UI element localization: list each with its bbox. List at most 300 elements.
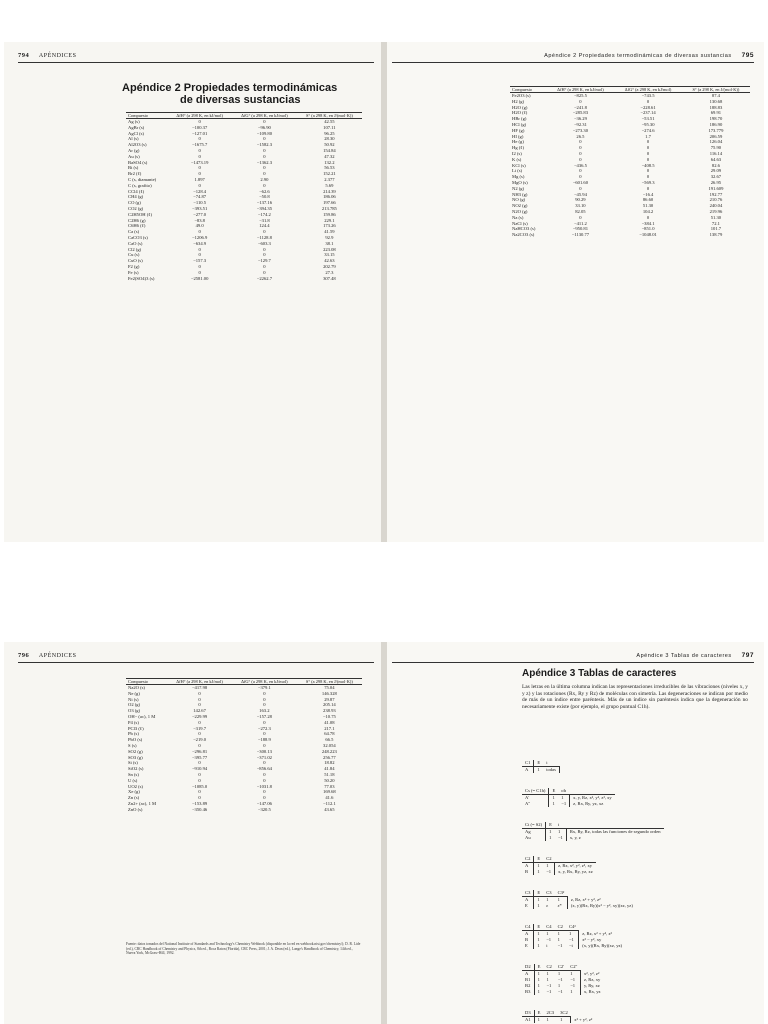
basis-functions: Rx, Ry, Rz, todas las funciones de segundo orden [569, 829, 661, 834]
basis-functions: x² + y², z² [574, 1016, 593, 1022]
value-cell: −384.1 [641, 220, 655, 226]
character-value: 1 [543, 863, 554, 870]
character-value: 1 [546, 931, 549, 936]
symmetry-op: C4³ [566, 924, 579, 931]
value-cell: −1206.9 [192, 234, 208, 240]
compound-cell: Al (s) [128, 136, 139, 142]
value-cell: 41.59 [324, 229, 335, 235]
symmetry-op: C2 [555, 924, 566, 931]
character-value: 1 [537, 931, 540, 936]
value-cell: 2.90 [260, 176, 269, 182]
value-cell: 72.1 [711, 220, 720, 226]
value-cell: 75.90 [710, 145, 722, 151]
character-value: 1 [546, 977, 549, 982]
compound-cell: HI (g) [512, 133, 524, 139]
value-cell: −127.01 [192, 130, 208, 136]
value-cell: 51.30 [642, 203, 654, 209]
character-table [522, 964, 604, 995]
character-value: 1 [537, 943, 540, 948]
value-cell: −411.2 [574, 220, 587, 226]
header-rule [18, 62, 374, 63]
point-group-label: C4 [522, 924, 534, 931]
value-cell: −228.61 [640, 104, 656, 110]
compound-cell: Ag (s) [128, 119, 140, 124]
value-cell: −229.99 [191, 713, 208, 719]
value-cell: 0 [263, 760, 266, 766]
irrep-label: B1 [522, 977, 534, 983]
value-cell: −1048.01 [639, 232, 657, 238]
page-number: 794 [18, 52, 30, 59]
symmetry-op: 3C2 [557, 1010, 571, 1017]
value-cell: 41.6 [325, 795, 334, 801]
value-cell: 240.04 [709, 203, 723, 209]
page-gutter [384, 42, 387, 542]
value-cell: −174.2 [257, 211, 271, 217]
character-value: 1 [537, 937, 540, 942]
value-cell: 0 [579, 156, 582, 162]
compound-cell: C (s, grafito) [128, 182, 152, 188]
value-cell: −95.30 [641, 121, 655, 127]
page-794 [4, 42, 384, 542]
compound-cell: H2O (g) [512, 104, 528, 110]
col-header: ΔfG° (a 298 K, en kJ/mol) [241, 679, 288, 684]
col-header: S° (a 298 K, en J/(mol·K)) [305, 679, 353, 684]
value-cell: −219.0 [193, 737, 207, 743]
character-table [522, 822, 664, 841]
value-cell: 0 [646, 98, 650, 104]
compound-cell: OH− (ac), 1 M [128, 713, 156, 719]
page-number: 797 [741, 652, 754, 659]
value-cell: 206.59 [709, 133, 723, 139]
compound-cell: F2 (g) [128, 263, 140, 269]
compound-cell: Xe (g) [128, 789, 140, 795]
character-value: 1 [555, 829, 566, 836]
character-value: 1 [566, 931, 579, 938]
header-rule [392, 662, 754, 663]
value-cell: 0 [263, 777, 266, 783]
value-cell: 256.77 [323, 754, 336, 760]
value-cell: 0 [198, 771, 201, 777]
value-cell: −379.1 [257, 685, 271, 690]
value-cell: −237.14 [640, 110, 656, 116]
value-cell: 0 [198, 119, 201, 124]
table-row [126, 807, 362, 813]
irrep-label: A [522, 971, 534, 978]
basis-functions: x, y, Rx, Ry, yz, xz [558, 869, 593, 874]
value-cell: 124.4 [259, 223, 270, 229]
value-cell: 0 [646, 185, 650, 191]
value-cell: −2262.7 [256, 275, 272, 281]
col-header: Compuesto [128, 113, 149, 118]
value-cell: 202.79 [323, 263, 336, 269]
appendix3-intro: Las letras en la última columna indican las representaciones irreducibles de las vibraciones (niveles x, y y z) y las rotaciones (Rx, Ry y Rz) de moléculas con simetría. Las degeneraciones se indican por medio de más de un índice entre paréntesis. Más de un índice sin paréntesis indica que la degeneración no necesariamente existe (por ejemplo, el grupo puntual C1h). [522, 684, 748, 710]
value-cell: 159.86 [323, 211, 336, 217]
compound-cell: O3 (g) [128, 708, 141, 714]
value-cell: 0 [646, 150, 650, 156]
character-value: −1 [557, 977, 563, 982]
compound-cell: SO2 (g) [128, 748, 143, 754]
value-cell: 169.68 [323, 789, 336, 795]
value-cell: −1582.3 [256, 142, 272, 148]
value-cell: 0 [198, 719, 201, 725]
page-number: 796 [18, 652, 30, 659]
compound-cell: H2O (ℓ) [512, 110, 528, 116]
symmetry-op: C2 [543, 964, 554, 971]
running-head-text: Apéndice 3 Tablas de caracteres [636, 653, 732, 659]
symmetry-op: σh [558, 788, 569, 795]
value-cell: −950.81 [572, 226, 589, 232]
value-cell: −1362.3 [256, 159, 272, 165]
irrep-label: Ag [522, 829, 546, 836]
col-header: Compuesto [512, 87, 533, 92]
value-cell: −128.4 [193, 188, 207, 194]
col-header: S° (a 298 K, en J/(mol·K)) [692, 87, 740, 92]
value-cell: 0 [198, 229, 201, 235]
value-cell: 0 [198, 252, 201, 258]
compound-cell: K (s) [512, 156, 522, 162]
value-cell: 33.15 [324, 252, 335, 258]
value-cell: 82.6 [711, 162, 720, 168]
basis-functions: x, y, z [569, 835, 581, 840]
value-cell: 126.04 [709, 139, 723, 145]
value-cell: 173.26 [323, 223, 336, 229]
value-cell: 86.60 [642, 197, 654, 203]
point-group-label: Ci (= S2) [522, 822, 546, 829]
col-header: S° (a 298 K, en J/(mol·K)) [305, 113, 353, 118]
value-cell: −436.5 [573, 162, 587, 168]
compound-cell: N2 (g) [512, 185, 525, 191]
page-gutter [384, 642, 387, 1024]
value-cell: 0 [198, 182, 201, 188]
value-cell: 198.70 [709, 116, 723, 122]
character-value: −1 [557, 943, 563, 948]
character-value: 1 [549, 835, 552, 840]
value-cell: 0 [263, 182, 266, 188]
character-value: −1 [558, 801, 569, 807]
value-cell: 132.2 [324, 159, 335, 165]
value-cell: −272.3 [257, 725, 271, 731]
value-cell: 213.785 [321, 205, 337, 211]
value-cell: −74.87 [193, 194, 207, 200]
character-value: 1 [537, 869, 540, 874]
irrep-label: A [522, 897, 534, 904]
value-cell: 0 [263, 263, 266, 269]
compound-cell: Na (s) [512, 214, 524, 220]
value-cell: −856.64 [256, 766, 272, 772]
thermo-table-3 [126, 678, 362, 813]
value-cell: −417.98 [191, 685, 208, 690]
character-table [522, 890, 636, 909]
value-cell: 186.06 [323, 194, 336, 200]
value-cell: 0 [198, 760, 201, 766]
value-cell: −147.06 [256, 800, 272, 806]
compound-cell: Ar (g) [128, 147, 140, 153]
value-cell: 142.67 [193, 708, 206, 714]
character-value: 1 [552, 801, 555, 806]
point-group-label: Cs (= C1h) [522, 788, 549, 795]
running-head-text: APÉNDICES [38, 653, 77, 659]
compound-cell: PbO (s) [128, 737, 143, 743]
value-cell: 56.53 [324, 165, 335, 171]
value-cell: 0 [263, 153, 266, 159]
character-value: 1 [537, 977, 540, 982]
value-cell: −1085.0 [191, 783, 208, 789]
value-cell: 51.30 [710, 214, 722, 220]
appendix3-title: Apéndice 3 Tablas de caracteres [522, 668, 677, 679]
value-cell: 0 [579, 168, 582, 174]
value-cell: 163.2 [259, 708, 270, 714]
point-group-label: D2 [522, 964, 534, 971]
value-cell: 223.08 [323, 246, 336, 252]
value-cell: 0 [198, 696, 201, 702]
symmetry-op: E [534, 964, 543, 971]
value-cell: −408.5 [641, 162, 655, 168]
value-cell: −96.90 [257, 124, 271, 130]
value-cell: −53.51 [641, 116, 655, 122]
value-cell: −1128.8 [256, 234, 272, 240]
basis-functions: (x, y)(Rx, Ry)(xz, yz) [582, 943, 623, 948]
character-value: 1 [537, 903, 540, 908]
value-cell: −320.5 [257, 806, 271, 812]
compound-cell: Ni (s) [128, 696, 139, 702]
compound-cell: Na2CO3 (s) [512, 232, 535, 238]
table-footnote: Fuente: datos tomados del National Institute of Standards and Technology's Chemistry Webbook (disponible en la red en webbook.nist.gov/chemistry/); D. R. Lide (ed.), CRC Handbook of Chemistry and Physics, 8th ed., Boca Raton (Florida), CRC Press, 2001; J. A. Dean (ed.), Lange's Handbook of Chemistry, 14th ed., Nueva York, McGraw-Hill, 1992. [126, 942, 361, 956]
compound-cell: Hg (ℓ) [512, 145, 525, 151]
running-head [18, 652, 76, 659]
irrep-label: A′ [522, 795, 549, 802]
value-cell: 101.7 [710, 226, 722, 232]
compound-cell: Au (s) [128, 153, 140, 159]
value-cell: 138.79 [709, 232, 723, 238]
value-cell: 0 [263, 789, 266, 795]
irrep-label: A [522, 767, 534, 774]
compound-cell: CH4 (g) [128, 194, 144, 200]
value-cell: −137.16 [256, 200, 272, 206]
symmetry-op: E [534, 924, 543, 931]
compound-cell: Cu (s) [128, 252, 140, 258]
basis-functions: z, Rx, Ry, yz, xz [573, 801, 604, 806]
col-header: ΔfH° (a 298 K, en kJ/mol) [176, 113, 223, 118]
compound-cell: Fe (s) [128, 269, 139, 275]
value-cell: 0 [198, 171, 201, 177]
compound-cell: UO2 (s) [128, 783, 143, 789]
thermo-table-1 [126, 112, 362, 281]
irrep-label: E [522, 943, 534, 949]
value-cell: −188.9 [257, 737, 271, 743]
value-cell: −273.30 [572, 127, 589, 133]
compound-cell: P4 (s) [128, 719, 139, 725]
character-value: 1 [546, 971, 549, 976]
page-number: 795 [741, 52, 754, 59]
value-cell: 90.29 [575, 197, 586, 203]
value-cell: 0 [263, 119, 266, 124]
compound-cell: C (s, diamante) [128, 176, 157, 182]
character-value: 1 [537, 989, 540, 994]
point-group-label: C3 [522, 890, 534, 897]
compound-cell: Li (s) [512, 168, 523, 174]
irrep-label: A″ [522, 801, 549, 807]
value-cell: 50.92 [324, 142, 335, 148]
character-value: −1 [566, 937, 579, 943]
compound-cell: C6H6 (ℓ) [128, 223, 146, 229]
compound-cell: CO2 (g) [128, 205, 144, 211]
value-cell: −10.75 [322, 713, 336, 719]
compound-cell: PCl3 (ℓ) [128, 725, 144, 731]
symmetry-op: C3 [543, 890, 554, 897]
character-value: 1 [557, 971, 561, 976]
appendix-title-line1: Apéndice 2 Propiedades termodinámicas [122, 82, 338, 94]
value-cell: 0 [198, 789, 201, 795]
compound-cell: NO (g) [512, 197, 526, 203]
irrep-label: Au [522, 835, 546, 841]
value-cell: 0 [198, 795, 201, 801]
value-cell: −31.8 [259, 217, 270, 223]
point-group-label: D3 [522, 1010, 534, 1017]
compound-cell: Fe2(SO4)3 (s) [128, 275, 155, 281]
value-cell: 0 [198, 777, 201, 783]
compound-cell: HCl (g) [512, 121, 527, 127]
value-cell: 42.55 [324, 119, 335, 124]
symmetry-op: C4 [543, 924, 554, 931]
compound-cell: CCl4 (ℓ) [128, 188, 145, 194]
value-cell: 0 [579, 98, 582, 104]
value-cell: −112.1 [322, 800, 336, 806]
character-value: −1 [546, 989, 552, 994]
value-cell: 87.4 [711, 93, 720, 98]
value-cell: 1.7 [645, 133, 651, 139]
compound-cell: NaCl (s) [512, 220, 528, 226]
value-cell: 0 [646, 168, 650, 174]
symmetry-op: i [555, 822, 566, 829]
value-cell: 32.054 [323, 742, 336, 748]
value-cell: 27.3 [325, 269, 334, 275]
value-cell: 66.5 [325, 737, 334, 743]
value-cell: 50.20 [324, 777, 335, 783]
value-cell: 116.14 [709, 150, 723, 156]
character-value: 1 [567, 971, 580, 978]
value-cell: 43.65 [324, 806, 335, 812]
compound-cell: AgCl (s) [128, 130, 144, 136]
character-value: 1 [557, 983, 561, 988]
value-cell: 307.48 [323, 275, 336, 281]
value-cell: 0 [198, 136, 201, 142]
value-cell: 26.5 [576, 133, 585, 139]
value-cell: 107.11 [323, 124, 336, 130]
character-value: ε [546, 903, 549, 908]
value-cell: 77.03 [324, 783, 335, 789]
basis-functions: (x, y)(Rx, Ry)(x² − y², xy)(xz, yz) [570, 903, 633, 908]
value-cell: 0 [579, 150, 582, 156]
character-value: i [546, 943, 548, 948]
irrep-label: B [522, 869, 534, 875]
symmetry-op: E [534, 760, 543, 767]
value-cell: 214.39 [323, 188, 336, 194]
value-cell: 0 [579, 174, 582, 180]
value-cell: −109.80 [256, 130, 272, 136]
character-value: −1 [543, 869, 554, 875]
value-cell: 0 [263, 742, 266, 748]
value-cell: 0 [263, 171, 266, 177]
value-cell: 238.93 [323, 708, 336, 714]
value-cell: 0 [198, 263, 201, 269]
value-cell: −277.0 [193, 211, 207, 217]
value-cell: −45.94 [573, 191, 587, 197]
compound-cell: Br2 (ℓ) [128, 171, 142, 177]
value-cell: −157.28 [256, 713, 272, 719]
character-value: 1 [567, 989, 580, 995]
value-cell: 217.1 [324, 725, 335, 731]
value-cell: 0 [263, 229, 266, 235]
value-cell: 0 [198, 742, 201, 748]
compound-cell: Zn (s) [128, 795, 140, 801]
character-value: 1 [537, 1017, 540, 1022]
value-cell: 0 [263, 252, 266, 258]
character-value: 1 [557, 931, 560, 936]
symmetry-op: C2 [543, 856, 554, 863]
running-head [636, 652, 754, 659]
value-cell: −395.77 [191, 754, 208, 760]
value-cell: −129.7 [257, 258, 271, 264]
value-cell: −394.35 [256, 205, 272, 211]
character-value: −1 [567, 977, 580, 983]
basis-functions: z, Rz, x² + y², z² [570, 896, 601, 902]
compound-cell: NH3 (g) [512, 191, 528, 197]
compound-cell: Zn2+ (ac), 1 M [128, 800, 157, 806]
compound-cell: Bi (s) [128, 165, 139, 171]
compound-cell: Cl2 (g) [128, 246, 142, 252]
page-795 [384, 42, 764, 542]
irrep-label: A [522, 863, 534, 870]
compound-cell: AgBr (s) [128, 124, 145, 130]
value-cell: 0 [198, 702, 201, 708]
value-cell: 5.69 [325, 182, 334, 188]
value-cell: 0 [198, 690, 201, 696]
character-table [522, 788, 615, 807]
symmetry-op: C2′ [555, 964, 567, 971]
basis-functions: x², y², z² [583, 970, 600, 976]
value-cell: −110.5 [193, 200, 207, 206]
value-cell: 38.1 [325, 240, 334, 246]
value-cell: −851.0 [641, 226, 655, 232]
compound-cell: ZnO (s) [128, 806, 143, 812]
value-cell: −285.83 [572, 110, 589, 116]
value-cell: −743.5 [641, 93, 655, 98]
value-cell: 18.82 [324, 760, 335, 766]
value-cell: −634.9 [193, 240, 207, 246]
value-cell: −1473.19 [190, 159, 209, 165]
compound-cell: MgO (s) [512, 179, 528, 185]
value-cell: −50.8 [259, 194, 270, 200]
value-cell: 0 [263, 731, 266, 737]
value-cell: 197.66 [323, 200, 336, 206]
value-cell: −274.6 [641, 127, 655, 133]
character-value: todas [543, 767, 559, 774]
basis-functions: z, Rz, x², y², z², xy [558, 863, 593, 868]
compound-cell: H2 (g) [512, 98, 525, 104]
value-cell: 0 [263, 771, 266, 777]
compound-cell: KCl (s) [512, 162, 526, 168]
compound-cell: I2 (s) [512, 150, 522, 156]
character-value: 1 [537, 983, 540, 988]
value-cell: −153.89 [191, 800, 208, 806]
value-cell: −1130.77 [571, 232, 590, 238]
value-cell: 0 [646, 156, 650, 162]
basis-functions [559, 767, 566, 774]
character-table [522, 924, 625, 949]
compound-cell: C2H5OH (ℓ) [128, 211, 153, 217]
character-table [522, 760, 566, 773]
symmetry-op: 2C3 [543, 1010, 557, 1017]
